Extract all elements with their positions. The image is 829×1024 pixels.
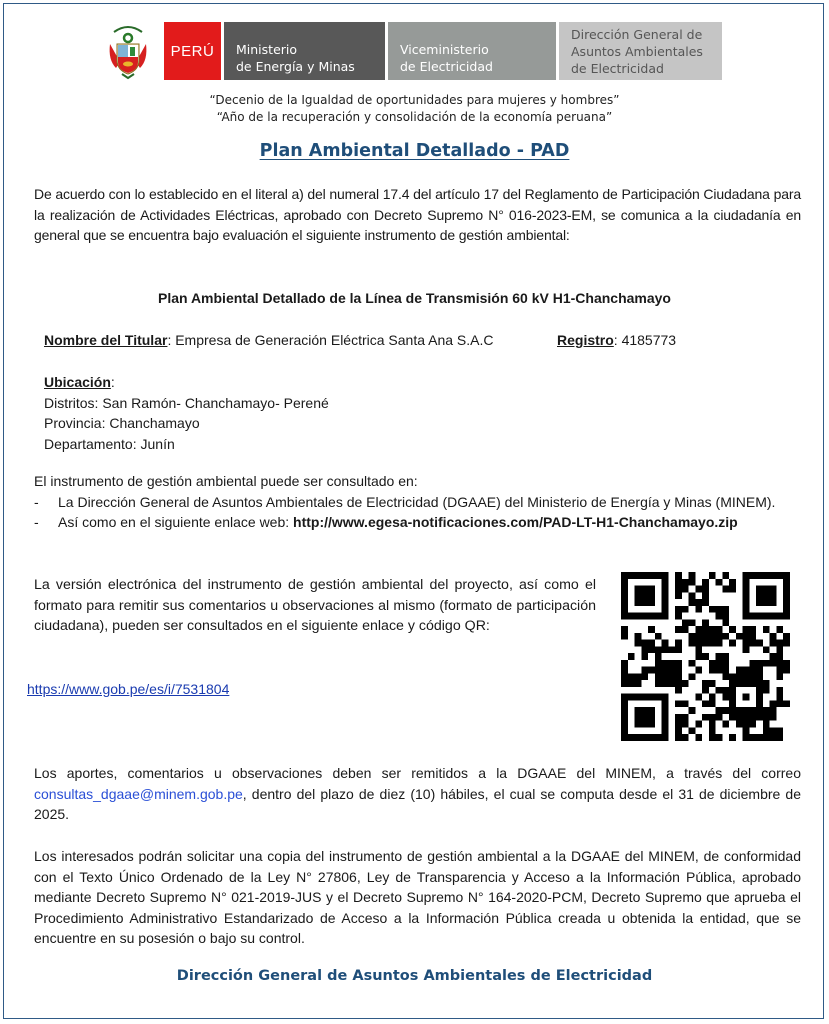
vice-ministry-line-2: de Electricidad	[400, 59, 493, 74]
registro-label: Registro	[557, 332, 614, 348]
vice-ministry-line-1: Viceministerio	[400, 42, 489, 57]
location-label: Ubicación	[44, 374, 111, 390]
titular-label: Nombre del Titular	[44, 332, 168, 348]
document-title-text: Plan Ambiental Detallado - PAD	[259, 141, 570, 161]
project-subtitle: Plan Ambiental Detallado de la Línea de Transmisión 60 kV H1-Chanchamayo	[158, 290, 671, 306]
location-districts: Distritos: San Ramón- Chanchamayo- Perené	[44, 394, 329, 411]
consultation-item-web	[34, 512, 801, 533]
motto-decade: “Decenio de la Igualdad de oportunidades para mujeres y hombres”	[209, 93, 620, 107]
submission-paragraph	[34, 763, 801, 825]
gob-pe-link[interactable]: https://www.gob.pe/es/i/7531804	[27, 681, 230, 697]
location-section	[44, 372, 444, 454]
location-province: Provincia: Chanchamayo	[44, 415, 200, 431]
consultation-web-text: Así como en el siguiente enlace web:	[58, 514, 294, 530]
consultation-section	[34, 471, 801, 533]
registro-value: : 4185773	[613, 332, 677, 348]
header-banner	[106, 22, 722, 80]
bullet-dash: -	[34, 493, 39, 510]
registro-field	[557, 330, 676, 351]
copy-request-paragraph: Los interesados podrán solicitar una copia del instrumento de gestión ambiental a la DGAAE del MINEM, de conformidad con el Texto Único Ordenado de la Ley N° 27806, Ley de Transparencia y Acceso a la Información Pública, aprobado mediante Decreto Supremo N° 021-2019-JUS y el Decreto Supremo N° 164-2020-PCM, Decreto Supremo que aprueba el Procedimiento Administrativo Estandarizado de Acceso a la Información Pública creada u obtenida la entidad, que se encuentre en su posesión o bajo su control.	[34, 848, 801, 946]
directorate-line-2: Asuntos Ambientales	[571, 43, 703, 59]
consultation-intro: El instrumento de gestión ambiental puede ser consultado en:	[34, 473, 418, 489]
electronic-version-paragraph: La versión electrónica del instrumento de gestión ambiental del proyecto, así como el formato para remitir sus comentarios u observaciones al mismo (formato de participación ciudadana), pueden ser consultados en el siguiente enlace y código QR:	[34, 577, 596, 634]
submission-text-after: , dentro del plazo de diez (10) hábiles, el cual se computa desde el 31 de diciembre de 2025.	[34, 785, 801, 822]
footer-signature: Dirección General de Asuntos Ambientales de Electricidad	[176, 968, 653, 984]
consultation-item-dgaae	[34, 492, 801, 513]
motto-year: “Año de la recuperación y consolidación de la economía peruana”	[216, 110, 613, 124]
contact-email-link[interactable]: consultas_dgaae@minem.gob.pe	[34, 785, 243, 802]
consultation-item-text: La Dirección General de Asuntos Ambientales de Electricidad (DGAAE) del Ministerio de Energía y Minas (MINEM).	[58, 493, 776, 510]
titular-value: : Empresa de Generación Eléctrica Santa Ana S.A.C	[167, 332, 494, 348]
directorate-line-3: de Electricidad	[571, 60, 664, 76]
directorate-block	[559, 22, 722, 80]
ministry-line-1: Ministerio	[236, 42, 298, 57]
vice-ministry-block	[388, 22, 556, 80]
official-mottos	[0, 92, 829, 126]
document-title	[0, 141, 829, 161]
egesa-download-link[interactable]: http://www.egesa-notificaciones.com/PAD-LT-H1-Chanchamayo.zip	[293, 514, 738, 530]
location-colon: :	[110, 374, 115, 390]
submission-text-before: Los aportes, comentarios u observaciones deben ser remitidos a la DGAAE del MINEM, a través del correo	[34, 765, 801, 781]
location-department: Departamento: Junín	[44, 435, 175, 452]
coat-of-arms-logo	[106, 22, 150, 80]
directorate-line-1: Dirección General de	[571, 26, 703, 42]
intro-paragraph: De acuerdo con lo establecido en el literal a) del numeral 17.4 del artículo 17 del Reglamento de Participación Ciudadana para la realización de Actividades Eléctricas, aprobado con Decreto Supremo N° 016-2023-EM, se comunica a la ciudadanía en general que se encuentra bajo evaluación el siguiente instrumento de gestión ambiental:	[34, 186, 801, 243]
country-label: PERÚ	[170, 42, 215, 60]
ministry-line-2: de Energía y Minas	[236, 59, 355, 74]
bullet-dash: -	[34, 514, 39, 530]
ministry-block	[224, 22, 385, 80]
peru-brand-block	[164, 22, 221, 80]
qr-code[interactable]	[621, 572, 790, 741]
titular-row	[44, 330, 804, 351]
